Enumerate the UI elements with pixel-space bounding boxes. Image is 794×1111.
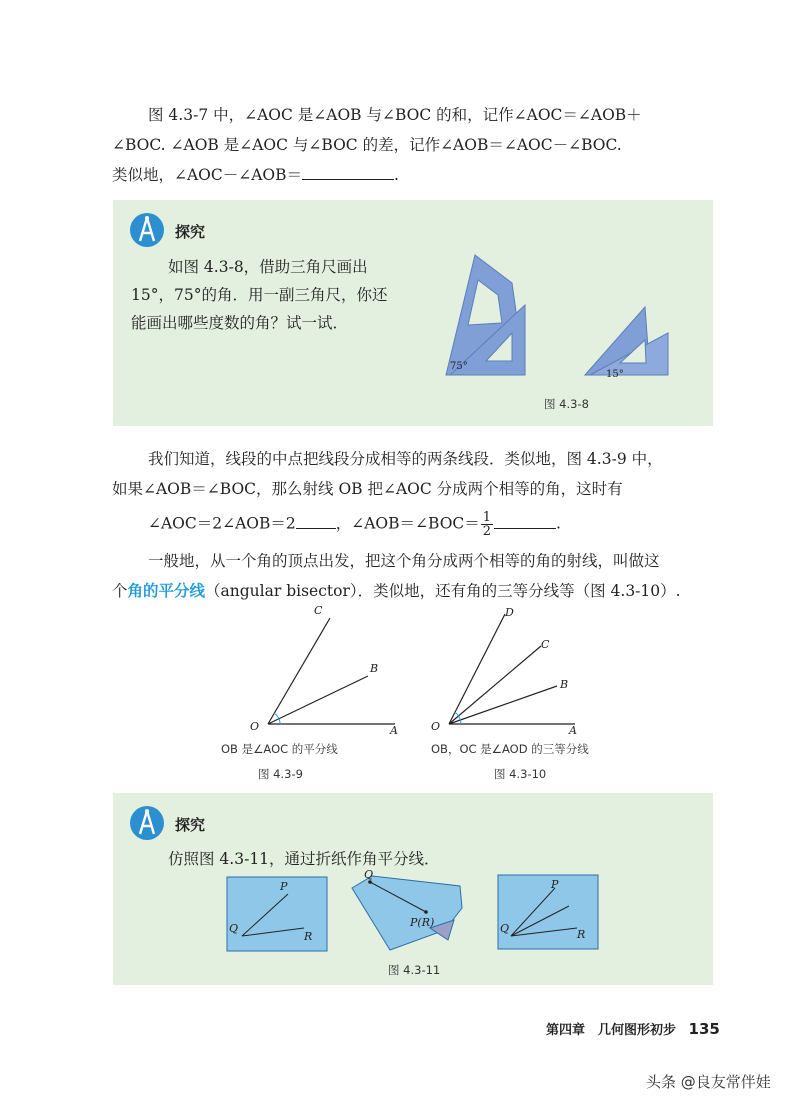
- intro-line-3: [112, 163, 399, 185]
- page-number: 135: [688, 1020, 720, 1038]
- intro-line-3-suffix: .: [394, 166, 399, 184]
- figure-4-3-9: [240, 600, 410, 740]
- ray-oc: [449, 646, 541, 724]
- explore1-text-2: 15°，75°的角．用一副三角尺，你还: [131, 286, 388, 304]
- fold-step-3: [497, 874, 599, 950]
- explore-compass-icon: [130, 213, 164, 247]
- angle-label-15: 15°: [606, 369, 624, 380]
- explore-compass-icon: [130, 806, 164, 840]
- intro-line-3-prefix: 类似地，∠AOC－∠AOB＝: [112, 166, 303, 184]
- angle-label-75: 75°: [450, 361, 468, 372]
- point-label-o: O: [250, 720, 260, 733]
- figure-caption-4-3-11: 图 4.3-11: [388, 963, 441, 977]
- point-label-pr: P(R): [410, 916, 435, 929]
- explore1-text-3: 能画出哪些度数的角？试一试．: [131, 314, 349, 332]
- intro-line-1: 图 4.3-7 中，∠AOC 是∠AOB 与∠BOC 的和，记作∠AOC＝∠AOB＋: [148, 106, 642, 124]
- answer-blank-2[interactable]: [296, 528, 336, 529]
- eq-end: .: [556, 514, 561, 533]
- point-label-c: C: [314, 604, 323, 617]
- point-label-c: C: [541, 638, 550, 651]
- fraction-numerator: 1: [482, 510, 492, 525]
- bisector-line-1: 一般地，从一个角的顶点出发，把这个角分成两个相等的角的射线，叫做这: [148, 552, 660, 570]
- fold-step-2: [350, 868, 470, 958]
- point-label-p: P: [551, 878, 559, 891]
- figure-caption-4-3-9: 图 4.3-9: [258, 767, 303, 781]
- figure-caption-4-3-8: 图 4.3-8: [544, 397, 589, 411]
- point-label-p: P: [280, 880, 288, 893]
- bisector-suffix: （angular bisector）．类似地，还有角的三等分线等（图 4.3-10）.: [205, 582, 681, 600]
- point-label-q: Q: [500, 922, 510, 935]
- eq-part-2: ，∠AOB＝∠BOC＝: [335, 514, 480, 533]
- point-label-q: Q: [229, 922, 239, 935]
- point-label-d: D: [505, 606, 514, 619]
- ray-oc: [268, 618, 330, 724]
- point-label-a: A: [390, 724, 398, 737]
- ray-ob: [268, 676, 368, 724]
- point-label-o: O: [431, 720, 441, 733]
- point-label-b: B: [370, 662, 379, 675]
- point-label-b: B: [560, 678, 569, 691]
- midpoint-line-2: 如果∠AOB＝∠BOC，那么射线 OB 把∠AOC 分成两个相等的角，这时有: [112, 480, 623, 498]
- explore-title-2: 探究: [175, 816, 206, 834]
- term-angle-bisector: 角的平分线: [127, 582, 206, 600]
- fig10-note: OB，OC 是∠AOD 的三等分线: [431, 742, 589, 756]
- fold-step-1: [226, 876, 328, 952]
- explore1-text-1: 如图 4.3-8，借助三角尺画出: [168, 258, 368, 276]
- point-label-a: A: [569, 724, 577, 737]
- chapter-title: 第四章 几何图形初步: [546, 1023, 677, 1038]
- chapter-footer: [546, 1019, 720, 1038]
- midpoint-equation: [148, 511, 561, 538]
- fraction-denominator: 2: [482, 524, 492, 539]
- triangle-rulers-figure: [440, 245, 670, 385]
- explore2-text: 仿照图 4.3-11，通过折纸作角平分线．: [168, 850, 440, 868]
- point-label-r: R: [304, 930, 313, 943]
- point-label-r: R: [577, 928, 586, 941]
- answer-blank-3[interactable]: [494, 528, 556, 529]
- point-label-q: Q: [364, 868, 374, 881]
- bisector-prefix: 个: [112, 582, 128, 600]
- angle-arc-2: [274, 713, 278, 717]
- source-watermark: 头条 @良友常伴娃: [646, 1073, 771, 1091]
- figure-4-3-10: [425, 600, 595, 740]
- point-pr: [424, 910, 428, 914]
- eq-part-1: ∠AOC＝2∠AOB＝2: [148, 514, 296, 533]
- explore-title-1: 探究: [175, 223, 206, 241]
- intro-line-2: ∠BOC. ∠AOB 是∠AOC 与∠BOC 的差，记作∠AOB＝∠AOC－∠BOC.: [112, 136, 622, 154]
- answer-blank-1[interactable]: [302, 179, 394, 180]
- figure-caption-4-3-10: 图 4.3-10: [494, 767, 547, 781]
- bisector-line-2: [112, 579, 681, 601]
- midpoint-line-1: 我们知道，线段的中点把线段分成相等的两条线段．类似地，图 4.3-9 中，: [148, 450, 663, 468]
- fraction-half: [481, 511, 493, 538]
- fig9-note: OB 是∠AOC 的平分线: [221, 742, 338, 756]
